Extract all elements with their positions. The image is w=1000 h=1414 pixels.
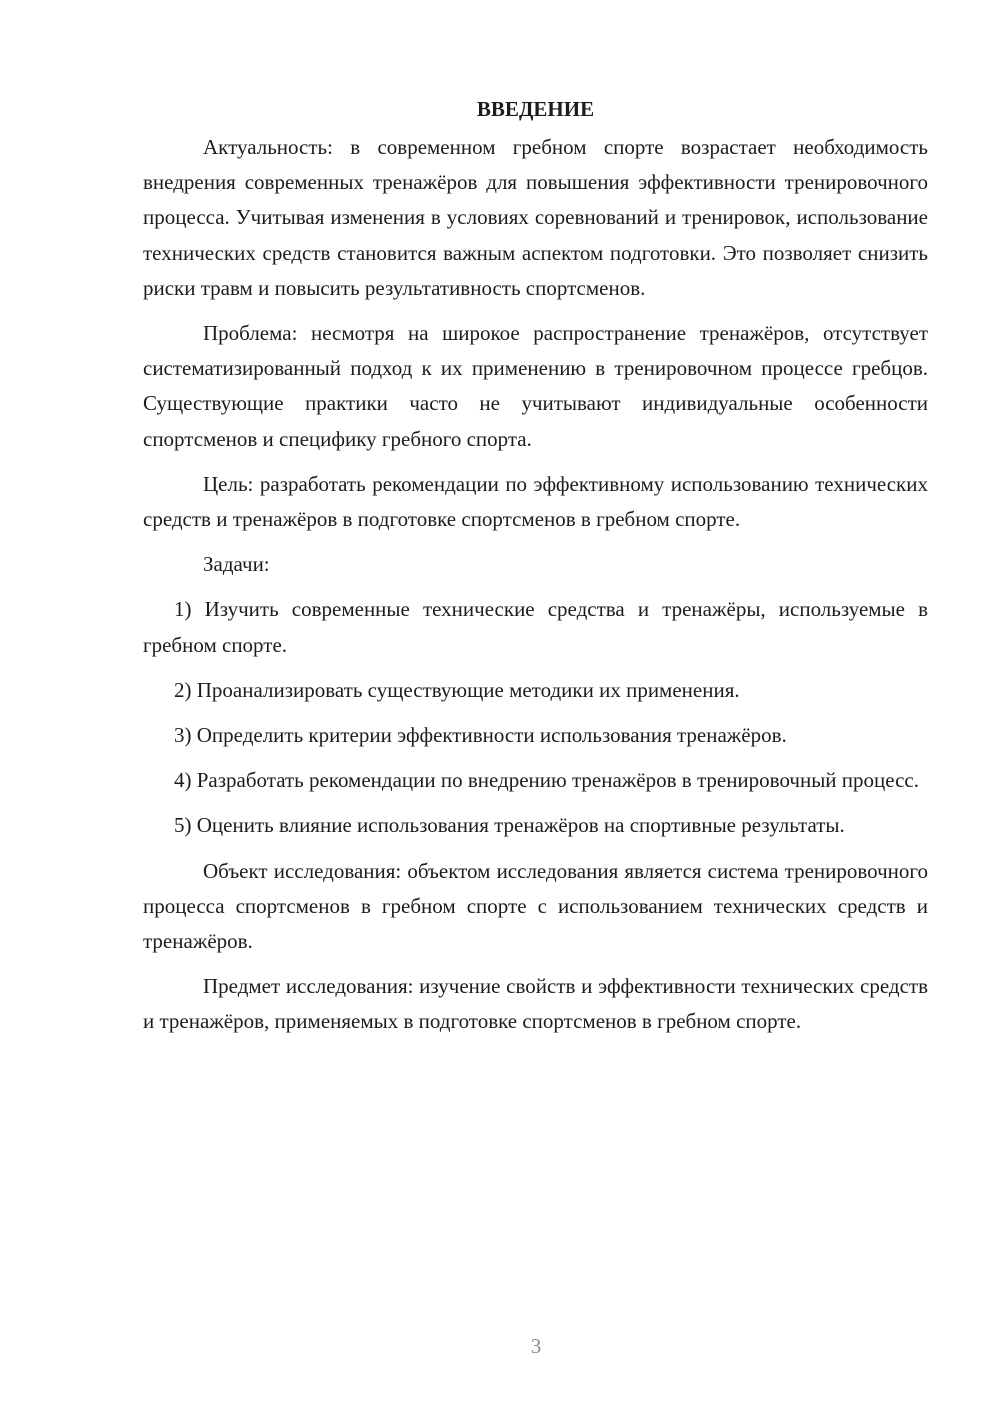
paragraph-problem: Проблема: несмотря на широкое распространение тренажёров, отсутствует систематизированный подход к их применению в тренировочном процессе гребцов. Существующие практики часто не учитывают индивидуальные особенности спортсменов и специфику гребного спорта. [143,321,928,451]
paragraph-tasks-heading: Задачи: [203,552,270,577]
task-item-1: 1) Изучить современные технические средства и тренажёры, используемые в гребном спорте. [143,597,928,657]
page-content [143,92,928,1050]
task-item-5: 5) Оценить влияние использования тренажёров на спортивные результаты. [174,813,845,838]
section-title: ВВЕДЕНИЕ [476,97,595,121]
paragraph-research-subject: Предмет исследования: изучение свойств и эффективности технических средств и тренажёров, применяемых в подготовке спортсменов в гребном спорте. [143,974,928,1034]
paragraph-goal: Цель: разработать рекомендации по эффективному использованию технических средств и тренажёров в подготовке спортсменов в гребном спорте. [143,471,928,532]
task-item-4: 4) Разработать рекомендации по внедрению тренажёров в тренировочный процесс. [174,768,920,793]
page-number: 3 [530,1334,542,1358]
task-item-2: 2) Проанализировать существующие методики их применения. [174,677,740,702]
paragraph-research-object: Объект исследования: объектом исследования является система тренировочного процесса спортсменов в гребном спорте с использованием технических средств и тренажёров. [143,858,928,954]
task-item-3: 3) Определить критерии эффективности использования тренажёров. [174,723,787,748]
paragraph-relevance: Актуальность: в современном гребном спорте возрастает необходимость внедрения современных тренажёров для повышения эффективности тренировочного процесса. Учитывая изменения в условиях соревнований и тренировок, использование технических средств становится важным аспектом подготовки. Это позволяет снизить риски травм и повысить результативность спортсменов. [143,135,928,300]
